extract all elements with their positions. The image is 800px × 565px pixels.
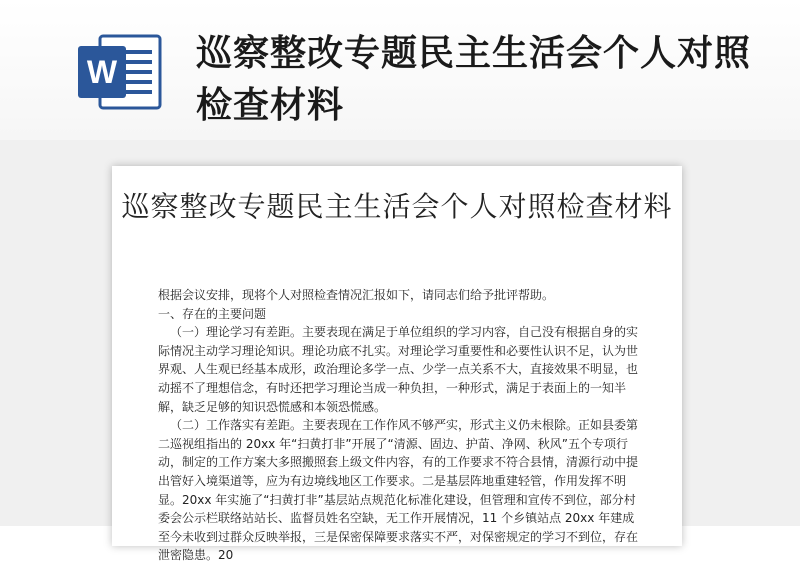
page-title: 巡察整改专题民主生活会个人对照检查材料 bbox=[196, 33, 752, 126]
document-paragraph: 一、存在的主要问题 bbox=[158, 306, 267, 321]
document-body bbox=[158, 286, 642, 565]
document-page bbox=[112, 166, 682, 563]
document-paragraph: 根据会议安排，现将个人对照检查情况汇报如下，请同志们给予批评帮助。 bbox=[158, 288, 555, 302]
word-document-icon bbox=[76, 32, 164, 112]
document-paragraph: （一）理论学习有差距。主要表现在满足于单位组织的学习内容，自己没有根据自身的实际情况主动学习理论知识。理论功底不扎实。对理论学习重要性和必要性认识不足，认为世界观、人生观已经基本成形，政治理论多学一点、少学一点关系不大，直接效果不明显，也动摇不了理想信念，有时还把学习理论当成一种负担，一种形式，满足于表面上的一知半解，缺乏足够的知识恐慌感和本领恐慌感。 bbox=[158, 325, 639, 414]
page-header bbox=[0, 0, 800, 140]
document-title: 巡察整改专题民主生活会个人对照检查材料 bbox=[121, 190, 673, 223]
word-icon-letter: W bbox=[86, 54, 118, 90]
document-paragraph: （二）工作落实有差距。主要表现在工作作风不够严实，形式主义仍未根除。正如县委第二巡视组指出的 20xx 年“扫黄打非”开展了“清源、固边、护苗、净网、秋风”五个专项行动，制定的工作方案大多照搬照套上级文件内容，有的工作要求不符合县情，清源行动中提出管好入境渠道等，应为有边境线地区工作要求。二是基层阵地重建轻管，作用发挥不明显。20xx 年实施了“扫黄打非”基层站点规范化标准化建设，但管理和宣传不到位，部分村委会公示栏联络站站长、监督员姓名空缺，无工作开展情况，11 个乡镇站点 20xx 年建成至今未收到过群众反映举报，三是保密保障要求落实不严，对保密规定的学习不到位，存在泄密隐患。20 bbox=[158, 418, 639, 563]
